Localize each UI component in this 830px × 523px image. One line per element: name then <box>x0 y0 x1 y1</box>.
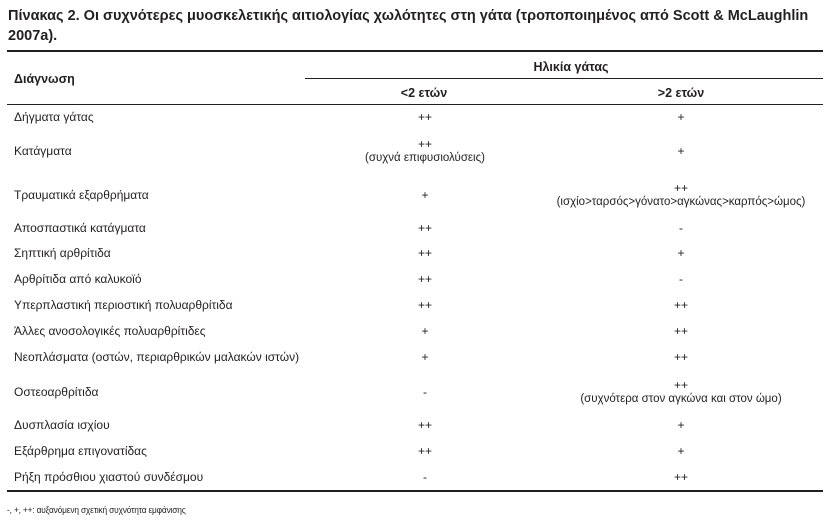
over2-cell <box>531 130 830 172</box>
diagnosis-cell <box>14 320 206 342</box>
over2-cell <box>531 242 830 264</box>
diagnosis-label: Αρθρίτιδα από καλυκοϊό <box>14 272 142 286</box>
top-rule <box>7 50 823 52</box>
over2-cell <box>531 320 830 342</box>
diagnosis-cell <box>14 346 299 368</box>
over2-frequency: + <box>677 110 685 124</box>
under2-cell <box>325 106 525 128</box>
over2-cell <box>531 466 830 488</box>
diagnosis-cell <box>14 372 98 412</box>
over2-frequency: ++ <box>673 470 688 484</box>
diagnosis-cell <box>14 242 111 264</box>
over2-cell <box>531 175 830 215</box>
over2-frequency: - <box>679 272 683 286</box>
diagnosis-cell <box>14 217 146 239</box>
over2-note: (συχνότερα στον αγκώνα και στον ώμο) <box>580 393 782 405</box>
over2-cell <box>531 217 830 239</box>
diagnosis-label: Οστεοαρθρίτιδα <box>14 385 99 399</box>
under2-frequency: + <box>421 350 429 364</box>
under2-frequency: ++ <box>417 272 432 286</box>
under2-cell <box>325 414 525 436</box>
under2-frequency: ++ <box>417 137 432 151</box>
diagnosis-label: Κατάγματα <box>14 144 72 158</box>
diagnosis-label: Δυσπλασία ισχίου <box>14 418 110 432</box>
table-row <box>7 346 823 368</box>
under2-cell <box>325 242 525 264</box>
under2-cell <box>325 320 525 342</box>
table-row <box>7 320 823 342</box>
over2-cell <box>531 346 830 368</box>
header-rule <box>7 104 823 105</box>
over2-frequency: ++ <box>673 324 688 338</box>
under2-frequency: ++ <box>417 444 432 458</box>
under2-frequency: ++ <box>417 246 432 260</box>
under2-cell <box>325 294 525 316</box>
diagnosis-label: Υπερπλαστική περιοστική πολυαρθρίτιδα <box>14 298 233 312</box>
diagnosis-cell <box>14 106 94 128</box>
under2-cell <box>325 346 525 368</box>
diagnosis-cell <box>14 268 142 290</box>
under2-frequency: ++ <box>417 418 432 432</box>
diagnosis-label: Νεοπλάσματα (οστών, περιαρθρικών μαλακών ιστών) <box>14 350 300 364</box>
diagnosis-cell <box>14 130 72 172</box>
over2-cell <box>531 414 830 436</box>
diagnosis-label: Τραυματικά εξαρθρήματα <box>14 188 149 202</box>
diagnosis-label: Αποσπαστικά κατάγματα <box>14 221 146 235</box>
table-row <box>7 372 823 412</box>
over2-cell <box>531 106 830 128</box>
diagnosis-label: Ρήξη πρόσθιου χιαστού συνδέσμου <box>14 470 204 484</box>
table-row <box>7 440 823 462</box>
table-row <box>7 106 823 128</box>
under2-frequency: ++ <box>417 221 432 235</box>
table-title: Πίνακας 2. Οι συχνότερες μυοσκελετικής αιτιολογίας χωλότητες στη γάτα (τροποποιημένος από Scott & McLaughlin 2007a). <box>8 8 809 44</box>
under2-frequency: + <box>421 324 429 338</box>
under2-cell <box>325 466 525 488</box>
table-row <box>7 414 823 436</box>
bottom-rule <box>7 490 823 492</box>
under2-header: <2 ετών <box>400 86 448 100</box>
table-footnote: -, +, ++: αυξανόμενη σχετική συχνότητα εμφάνισης <box>7 505 186 516</box>
diagnosis-label: Άλλες ανοσολογικές πολυαρθρίτιδες <box>14 324 206 338</box>
under2-cell <box>325 175 525 215</box>
under2-cell <box>325 372 525 412</box>
over2-frequency: + <box>677 246 685 260</box>
under2-frequency: - <box>423 385 427 399</box>
over2-cell <box>531 372 830 412</box>
over2-frequency: ++ <box>673 350 688 364</box>
under2-cell <box>325 217 525 239</box>
over2-frequency: + <box>677 144 685 158</box>
over2-frequency: ++ <box>673 378 688 392</box>
diagnosis-header: Διάγνωση <box>14 72 75 86</box>
under2-frequency: + <box>421 188 429 202</box>
under2-frequency: ++ <box>417 298 432 312</box>
over2-cell <box>531 440 830 462</box>
over2-frequency: + <box>677 418 685 432</box>
over2-cell <box>531 294 830 316</box>
over2-header: >2 ετών <box>657 86 705 100</box>
over2-frequency: ++ <box>673 298 688 312</box>
diagnosis-cell <box>14 466 203 488</box>
age-group-header: Ηλικία γάτας <box>533 60 609 74</box>
over2-cell <box>531 268 830 290</box>
table-row <box>7 268 823 290</box>
under2-note: (συχνά επιφυσιολύσεις) <box>365 152 485 164</box>
diagnosis-label: Δήγματα γάτας <box>14 110 94 124</box>
diagnosis-label: Εξάρθρημα επιγονατίδας <box>14 444 147 458</box>
under2-frequency: - <box>423 470 427 484</box>
table-row <box>7 242 823 264</box>
under2-cell <box>325 440 525 462</box>
under2-cell <box>325 130 525 172</box>
under2-cell <box>325 268 525 290</box>
diagnosis-cell <box>14 440 147 462</box>
table-row <box>7 175 823 215</box>
diagnosis-cell <box>14 414 110 436</box>
table-row <box>7 466 823 488</box>
over2-note: (ισχίο>ταρσός>γόνατο>αγκώνας>καρπός>ώμος) <box>556 196 806 208</box>
over2-frequency: ++ <box>673 181 688 195</box>
age-group-rule <box>305 78 823 79</box>
over2-frequency: + <box>677 444 685 458</box>
diagnosis-label: Σηπτική αρθρίτιδα <box>14 246 111 260</box>
table-row <box>7 294 823 316</box>
under2-frequency: ++ <box>417 110 432 124</box>
diagnosis-cell <box>14 175 149 215</box>
table-row <box>7 130 823 172</box>
over2-frequency: - <box>679 221 683 235</box>
diagnosis-cell <box>14 294 233 316</box>
table-row <box>7 217 823 239</box>
